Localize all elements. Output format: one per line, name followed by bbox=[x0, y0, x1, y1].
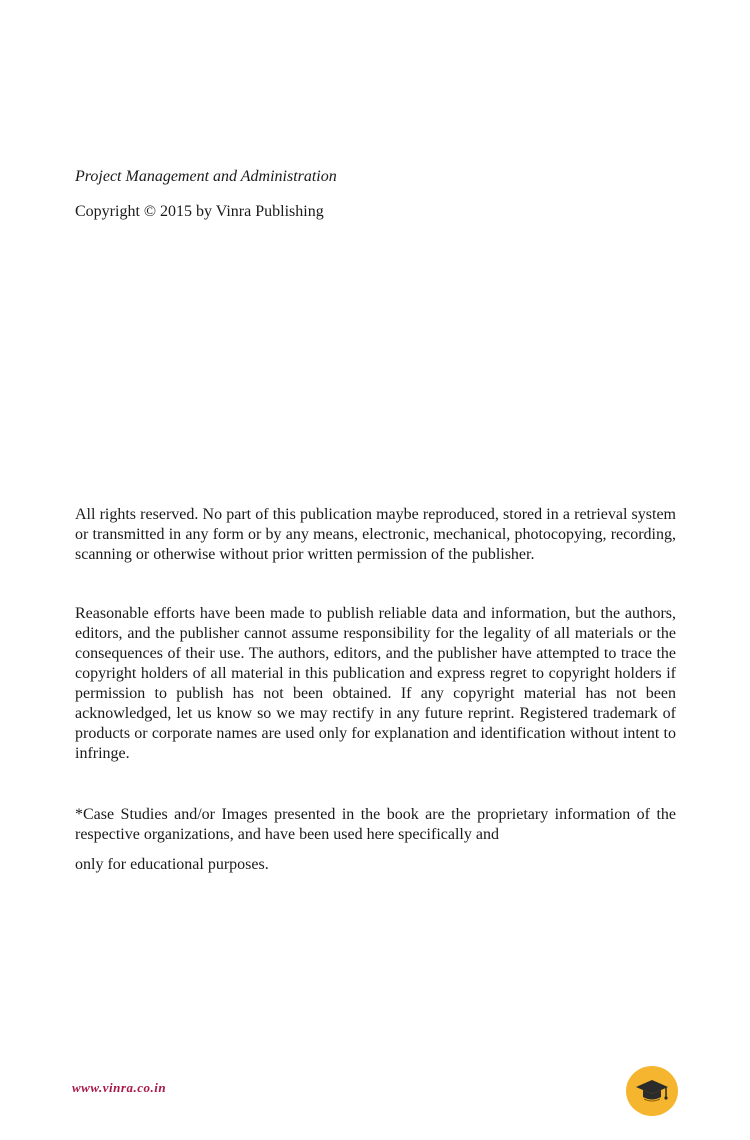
book-title: Project Management and Administration bbox=[75, 168, 337, 185]
efforts-notice: Reasonable efforts have been made to publish reliable data and information, but the authors, editors, and the publisher cannot assume responsibility for the legality of all materials or the consequences of their use. The authors, editors, and the publisher have attempted to trace the copyright holders of all material in this publication and express regret to copyright holders if permission to publish has not been obtained. If any copyright material has not been acknowledged, let us know so we may rectify in any future reprint. Registered trademark of products or corporate names are used only for explanation and identification without intent to infringe. bbox=[75, 605, 676, 762]
graduation-cap-icon bbox=[635, 1077, 669, 1105]
rights-notice: All rights reserved. No part of this publication maybe reproduced, stored in a retrieval system or transmitted in any form or by any means, electronic, mechanical, photocopying, recording, scanning or otherwise without prior written permission of the publisher. bbox=[75, 506, 676, 563]
case-studies-notice: *Case Studies and/or Images presented in the book are the proprietary information of the respective organizations, and have been used here specifically and bbox=[75, 806, 676, 843]
copyright-line: Copyright © 2015 by Vinra Publishing bbox=[75, 203, 324, 220]
publisher-logo bbox=[626, 1066, 678, 1116]
case-studies-continuation: only for educational purposes. bbox=[75, 856, 269, 873]
footer-url-link[interactable]: www.vinra.co.in bbox=[72, 1080, 167, 1095]
